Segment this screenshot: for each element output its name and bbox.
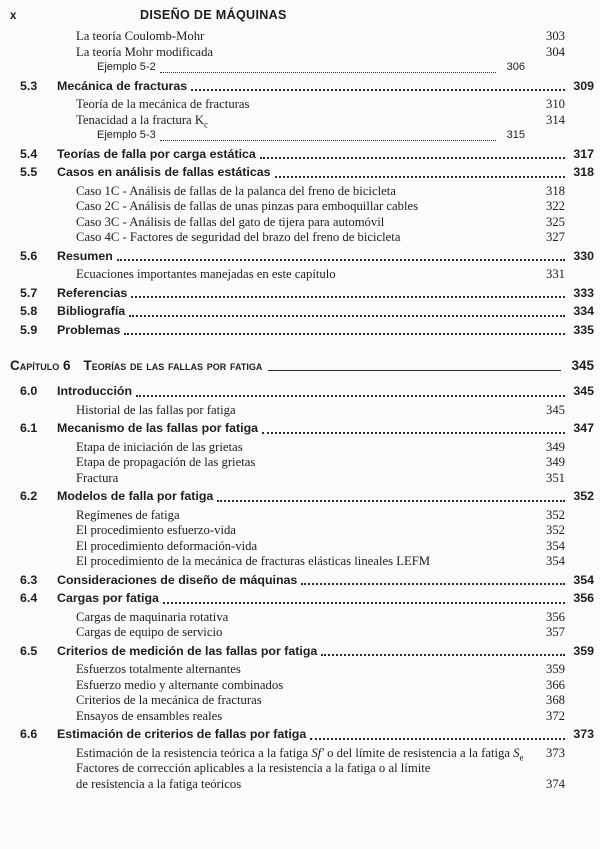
- entry-page-number: 373: [545, 745, 565, 760]
- toc-section-entry: [0, 573, 600, 589]
- entry-title: Factores de corrección aplicables a la resistencia a la fatiga o al límite: [76, 761, 431, 775]
- entry-page-number: 345: [573, 384, 594, 398]
- entry-page-number: 325: [545, 214, 565, 229]
- dotted-leader: [160, 72, 496, 73]
- entry-title: Ejemplo 5-3: [97, 129, 156, 141]
- entry-title-subscript-part: e: [519, 752, 524, 763]
- toc-sub-entry: [0, 746, 600, 762]
- entry-title-part: Estimación de la resistencia teórica a la fatiga: [76, 745, 312, 760]
- entry-page-number: 314: [545, 112, 565, 127]
- toc-section-entry: [0, 644, 600, 660]
- entry-title: Resumen: [57, 248, 113, 263]
- toc-section-entry: [0, 249, 600, 265]
- toc-list: [0, 29, 600, 792]
- entry-number: 6.2: [20, 489, 38, 503]
- dotted-leader: [163, 602, 565, 604]
- entry-title: Ejemplo 5-2: [97, 61, 156, 73]
- entry-page-number: 373: [573, 727, 594, 741]
- entry-title: [76, 113, 208, 129]
- entry-page-number: 354: [545, 538, 565, 553]
- toc-section-entry: [0, 384, 600, 400]
- entry-page-number: 333: [573, 285, 594, 300]
- toc-sub-entry: [0, 455, 600, 471]
- entry-number: 6.4: [20, 591, 38, 605]
- entry-title: Consideraciones de diseño de máquinas: [57, 572, 298, 587]
- toc-sub-entry: [0, 625, 600, 641]
- entry-page-number: 334: [573, 304, 594, 318]
- entry-page-number: 331: [545, 267, 565, 281]
- entry-page-number: 352: [545, 507, 565, 522]
- entry-number: 6.3: [20, 572, 38, 587]
- entry-title: Introducción: [57, 384, 133, 398]
- entry-title: de resistencia a la fatiga teóricos: [76, 776, 242, 791]
- toc-section-entry: [0, 286, 600, 302]
- chapter-label: Capítulo 6: [10, 358, 71, 373]
- running-header: [0, 8, 600, 23]
- entry-number: 5.5: [20, 165, 38, 179]
- toc-sub-entry: [0, 230, 600, 246]
- toc-sub-entry: [0, 267, 600, 283]
- entry-title: Caso 2C - Análisis de fallas de unas pinzas para emboquillar cables: [76, 199, 419, 213]
- dotted-leader: [117, 259, 565, 261]
- toc-example-entry: [0, 128, 600, 144]
- entry-page-number: 359: [545, 662, 565, 676]
- entry-number: 5.6: [20, 248, 38, 263]
- toc-section-entry: [0, 147, 600, 163]
- entry-title: Cargas por fatiga: [57, 591, 159, 605]
- entry-title-italic-part: Sf′: [311, 745, 324, 760]
- entry-title: Historial de las fallas por fatiga: [76, 402, 236, 417]
- toc-sub-entry: [0, 403, 600, 419]
- toc-section-entry: [0, 323, 600, 339]
- toc-sub-entry: [0, 97, 600, 113]
- toc-sub-entry: [0, 199, 600, 215]
- toc-sub-entry: [0, 29, 600, 45]
- entry-page-number: 374: [545, 776, 565, 791]
- entry-page-number: 372: [545, 708, 565, 723]
- entry-page-number: 310: [545, 97, 565, 111]
- toc-sub-entry: [0, 761, 600, 777]
- dotted-leader: [136, 395, 565, 397]
- entry-number: 6.6: [20, 727, 38, 741]
- entry-title: Caso 3C - Análisis de fallas del gato de tijera para automóvil: [76, 214, 385, 229]
- entry-title: Esfuerzo medio y alternante combinados: [76, 677, 284, 692]
- entry-page-number: 315: [506, 129, 525, 141]
- entry-page-number: 356: [545, 609, 565, 624]
- entry-page-number: 349: [545, 439, 565, 454]
- entry-title: Teorías de falla por carga estática: [57, 146, 256, 161]
- entry-page-number: 317: [573, 146, 594, 161]
- entry-page-number: 352: [573, 489, 594, 503]
- entry-title: Etapa de propagación de las grietas: [76, 455, 256, 469]
- toc-sub-entry: [0, 45, 600, 61]
- entry-page-number: 357: [545, 625, 565, 639]
- entry-number: 5.8: [20, 304, 38, 318]
- entry-page-number: 335: [573, 322, 594, 337]
- entry-title: Teoría de la mecánica de fracturas: [76, 97, 250, 111]
- entry-title-italic-part: S: [513, 745, 520, 760]
- toc-section-entry: [0, 304, 600, 320]
- entry-page-number: 304: [545, 44, 565, 59]
- toc-sub-entry: [0, 539, 600, 555]
- entry-page-number: 354: [573, 572, 594, 587]
- entry-title: Etapa de iniciación de las grietas: [76, 439, 243, 454]
- toc-sub-entry: [0, 440, 600, 456]
- toc-section-entry: [0, 591, 600, 607]
- entry-title: Referencias: [57, 285, 128, 300]
- entry-page-number: 356: [573, 591, 594, 605]
- toc-section-entry: [0, 727, 600, 743]
- entry-page-number: 318: [573, 165, 594, 179]
- entry-page-number: 354: [545, 554, 565, 568]
- entry-title-subscript-part: c: [204, 119, 209, 130]
- toc-sub-entry: [0, 184, 600, 200]
- entry-page-number: 303: [545, 29, 565, 43]
- entry-page-number: 309: [573, 78, 594, 93]
- entry-number: 5.3: [20, 78, 38, 93]
- entry-number: 6.1: [20, 421, 38, 435]
- dotted-leader: [191, 89, 565, 91]
- toc-section-entry: [0, 165, 600, 181]
- entry-page-number: 366: [545, 677, 565, 692]
- toc-section-entry: [0, 79, 600, 95]
- toc-sub-entry: [0, 610, 600, 626]
- running-title: DISEÑO DE MÁQUINAS: [140, 8, 287, 22]
- entry-page-number: 345: [545, 402, 565, 417]
- entry-title: Ecuaciones importantes manejadas en este capítulo: [76, 267, 336, 281]
- entry-page-number: 347: [573, 421, 594, 435]
- entry-number: 5.7: [20, 285, 38, 300]
- entry-page-number: 318: [545, 183, 565, 198]
- entry-page-number: 327: [545, 230, 565, 244]
- entry-title: La teoría Coulomb-Mohr: [76, 29, 205, 43]
- entry-page-number: 345: [571, 358, 594, 373]
- toc-sub-entry: [0, 508, 600, 524]
- entry-title: Criterios de la mecánica de fracturas: [76, 693, 262, 707]
- dotted-leader: [262, 432, 565, 434]
- toc-sub-entry: [0, 662, 600, 678]
- dotted-leader: [275, 176, 565, 178]
- entry-title: Criterios de medición de las fallas por fatiga: [57, 643, 318, 658]
- toc-sub-entry: [0, 523, 600, 539]
- toc-example-entry: [0, 60, 600, 76]
- dotted-leader: [260, 157, 565, 159]
- entry-title: Caso 1C - Análisis de fallas de la palanca del freno de bicicleta: [76, 183, 396, 198]
- toc-sub-entry: [0, 709, 600, 725]
- toc-sub-entry: [0, 678, 600, 694]
- toc-sub-entry: [0, 693, 600, 709]
- toc-chapter-entry: [0, 357, 600, 374]
- entry-title: Problemas: [57, 322, 121, 337]
- toc-section-entry: [0, 421, 600, 437]
- entry-title-part: Tenacidad a la fractura K: [76, 112, 205, 127]
- entry-title: Estimación de criterios de fallas por fatiga: [57, 727, 307, 741]
- entry-page-number: 330: [573, 248, 594, 263]
- toc-sub-entry: [0, 113, 600, 129]
- entry-title-part: o del límite de resistencia a la fatiga: [323, 745, 514, 760]
- entry-number: 5.9: [20, 322, 38, 337]
- entry-title: Caso 4C - Factores de seguridad del brazo del freno de bicicleta: [76, 230, 401, 244]
- dotted-leader: [310, 738, 565, 740]
- entry-title: Teorías de las fallas por fatiga: [83, 358, 263, 373]
- entry-number: 5.4: [20, 146, 38, 161]
- toc-sub-entry: [0, 554, 600, 570]
- toc-sub-entry: [0, 471, 600, 487]
- entry-title: Ensayos de ensambles reales: [76, 708, 223, 723]
- entry-title: Modelos de falla por fatiga: [57, 489, 214, 503]
- entry-title: El procedimiento deformación-vida: [76, 538, 258, 553]
- entry-title: La teoría Mohr modificada: [76, 44, 214, 59]
- toc-sub-entry: [0, 777, 600, 793]
- dotted-leader: [301, 583, 565, 585]
- toc-section-entry: [0, 489, 600, 505]
- entry-page-number: 368: [545, 693, 565, 707]
- entry-title: El procedimiento de la mecánica de fracturas elásticas lineales LEFM: [76, 554, 431, 568]
- entry-page-number: 359: [573, 643, 594, 658]
- dotted-leader: [131, 296, 565, 298]
- entry-title: Cargas de equipo de servicio: [76, 625, 223, 639]
- page-folio: x: [10, 10, 17, 22]
- entry-title: Mecanismo de las fallas por fatiga: [57, 421, 259, 435]
- entry-title: Regímenes de fatiga: [76, 507, 180, 522]
- entry-title: Fractura: [76, 470, 119, 485]
- entry-title: Casos en análisis de fallas estáticas: [57, 165, 271, 179]
- toc-sub-entry: [0, 215, 600, 231]
- entry-title: Esfuerzos totalmente alternantes: [76, 662, 241, 676]
- entry-title: Mecánica de fracturas: [57, 78, 188, 93]
- underscore-leader: [268, 370, 561, 371]
- dotted-leader: [129, 315, 565, 317]
- entry-page-number: 322: [545, 199, 565, 213]
- entry-number: 6.0: [20, 384, 38, 398]
- entry-page-number: 306: [506, 61, 525, 73]
- entry-title: Bibliografía: [57, 304, 126, 318]
- dotted-leader: [217, 500, 565, 502]
- entry-title: Cargas de maquinaria rotativa: [76, 609, 229, 624]
- dotted-leader: [124, 333, 565, 335]
- entry-number: 6.5: [20, 643, 38, 658]
- dotted-leader: [160, 140, 496, 141]
- entry-title: [76, 746, 524, 762]
- dotted-leader: [321, 654, 565, 656]
- entry-page-number: 349: [545, 455, 565, 469]
- entry-page-number: 351: [545, 470, 565, 485]
- entry-page-number: 352: [545, 523, 565, 537]
- entry-title: El procedimiento esfuerzo-vida: [76, 523, 236, 537]
